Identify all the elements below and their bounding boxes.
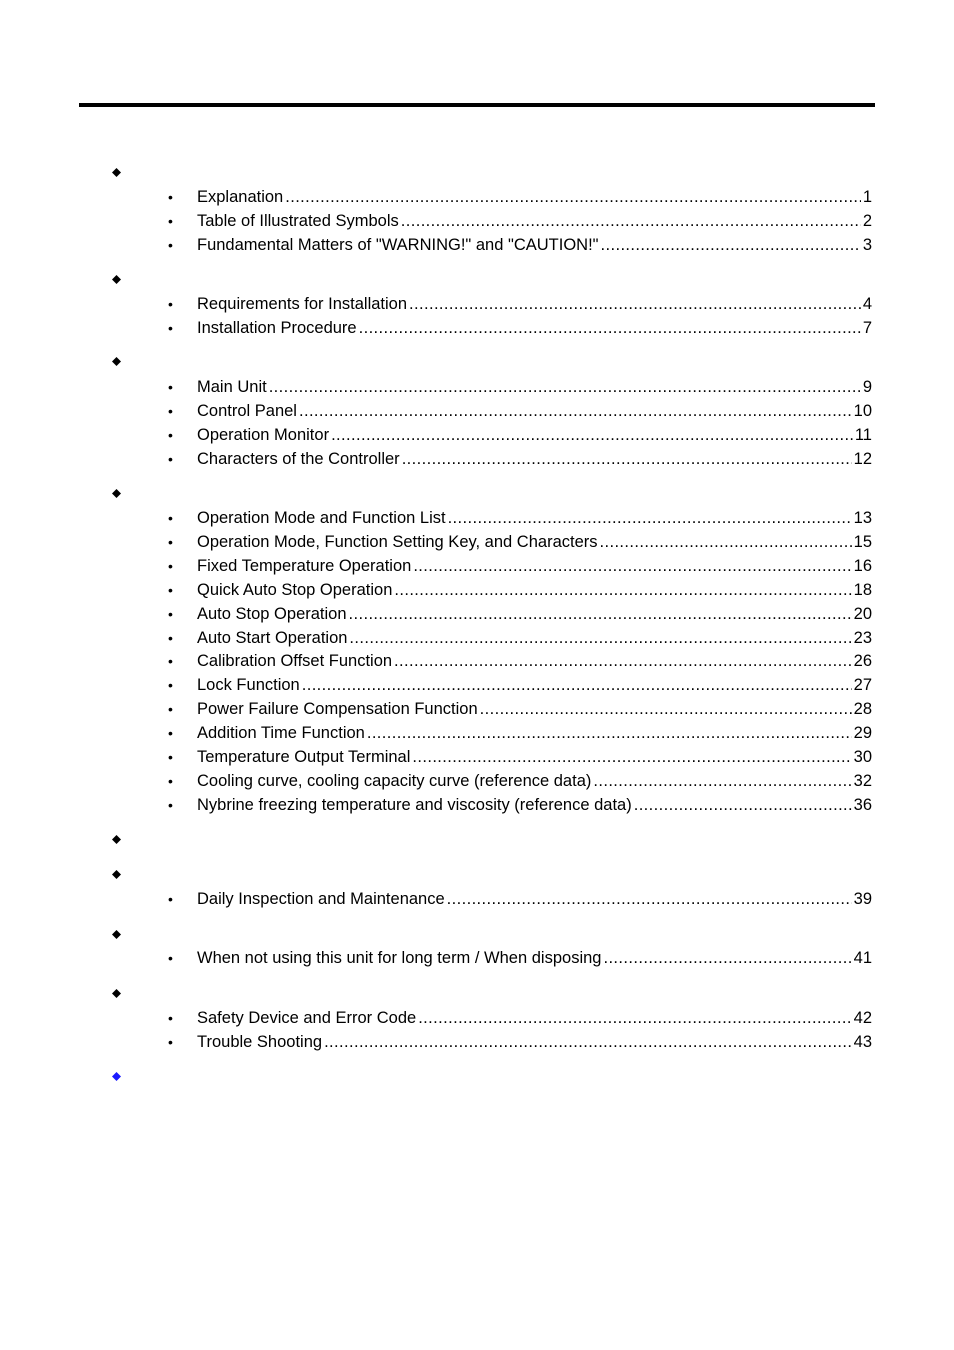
toc-entry[interactable] bbox=[160, 293, 872, 315]
dot-leader bbox=[285, 186, 861, 208]
dot-leader bbox=[331, 424, 853, 446]
toc-entry-title: Requirements for Installation bbox=[197, 295, 408, 313]
toc-entry-page-number: 29 bbox=[853, 724, 872, 743]
toc-entry[interactable] bbox=[160, 722, 872, 744]
dot-leader bbox=[324, 1031, 852, 1053]
toc-entry[interactable] bbox=[160, 424, 872, 446]
section-diamond-icon bbox=[112, 930, 121, 939]
toc-entry-page-number: 18 bbox=[853, 580, 872, 599]
dot-leader bbox=[601, 234, 861, 256]
bullet-icon: • bbox=[168, 212, 173, 229]
dot-leader bbox=[302, 674, 852, 696]
toc-entry-title: Fundamental Matters of "WARNING!" and "CAUTION!" bbox=[197, 235, 599, 254]
toc-entry-page-number: 27 bbox=[853, 676, 872, 695]
bullet-icon: • bbox=[168, 1010, 173, 1026]
section-diamond-icon bbox=[112, 357, 121, 366]
bullet-icon: • bbox=[168, 796, 173, 813]
toc-entry-title: Lock Function bbox=[197, 676, 300, 695]
bullet-icon: • bbox=[168, 450, 173, 467]
toc-entry-title: When not using this unit for long term / When disposing bbox=[197, 949, 602, 967]
dot-leader bbox=[349, 603, 852, 625]
toc-entry-page-number: 39 bbox=[853, 890, 872, 908]
toc-entry-page-number: 42 bbox=[853, 1009, 872, 1027]
toc-entry[interactable] bbox=[160, 947, 872, 969]
dot-leader bbox=[600, 531, 852, 553]
bullet-icon: • bbox=[168, 629, 173, 646]
toc-entry-page-number: 9 bbox=[862, 378, 872, 396]
toc-entry[interactable] bbox=[160, 1007, 872, 1029]
toc-entry-page-number: 7 bbox=[862, 318, 872, 337]
toc-entry-title: Control Panel bbox=[197, 401, 297, 420]
toc-entry[interactable] bbox=[160, 400, 872, 422]
bullet-icon: • bbox=[168, 236, 173, 253]
dot-leader bbox=[394, 650, 852, 672]
dot-leader bbox=[402, 448, 852, 470]
toc-entry[interactable] bbox=[160, 650, 872, 672]
toc-entry-page-number: 28 bbox=[853, 700, 872, 719]
dot-leader bbox=[603, 947, 851, 969]
toc-entry[interactable] bbox=[160, 317, 872, 339]
toc-entry-title: Safety Device and Error Code bbox=[197, 1009, 417, 1027]
toc-entry-title: Characters of the Controller bbox=[197, 449, 400, 468]
toc-entry-page-number: 12 bbox=[853, 449, 872, 468]
toc-entry-title: Operation Mode and Function List bbox=[197, 509, 446, 527]
toc-entry-page-number: 13 bbox=[853, 509, 872, 527]
bullet-icon: • bbox=[168, 379, 173, 395]
section-diamond-icon bbox=[112, 835, 121, 844]
section-diamond-icon bbox=[112, 870, 121, 879]
bullet-icon: • bbox=[168, 319, 173, 336]
toc-entry-page-number: 2 bbox=[862, 211, 872, 230]
toc-entry-title: Calibration Offset Function bbox=[197, 652, 393, 671]
dot-leader bbox=[359, 317, 861, 339]
toc-entry-title: Explanation bbox=[197, 188, 284, 206]
section-diamond-icon bbox=[112, 1072, 121, 1081]
dot-leader bbox=[349, 627, 851, 649]
toc-entry-page-number: 30 bbox=[853, 748, 872, 766]
toc-entry-page-number: 11 bbox=[854, 425, 872, 444]
toc-entry-page-number: 26 bbox=[853, 652, 872, 671]
dot-leader bbox=[394, 579, 851, 601]
toc-entry-page-number: 1 bbox=[862, 188, 872, 206]
toc-entry-page-number: 10 bbox=[853, 401, 872, 420]
toc-entry-page-number: 3 bbox=[862, 235, 872, 254]
dot-leader bbox=[448, 507, 852, 529]
toc-entry[interactable] bbox=[160, 376, 872, 398]
bullet-icon: • bbox=[168, 725, 173, 742]
toc-entry-page-number: 43 bbox=[853, 1032, 872, 1051]
toc-entry-page-number: 4 bbox=[862, 295, 872, 313]
toc-entry-title: Main Unit bbox=[197, 378, 267, 396]
section-diamond-icon bbox=[112, 168, 121, 177]
dot-leader bbox=[413, 555, 851, 577]
toc-entry-page-number: 23 bbox=[853, 628, 872, 647]
bullet-icon: • bbox=[168, 950, 173, 966]
dot-leader bbox=[480, 698, 852, 720]
bullet-icon: • bbox=[168, 426, 173, 443]
toc-entry-page-number: 16 bbox=[853, 556, 872, 575]
toc-entry-title: Nybrine freezing temperature and viscosity (reference data) bbox=[197, 795, 632, 814]
toc-entry[interactable] bbox=[160, 555, 872, 577]
section-diamond-icon bbox=[112, 275, 121, 284]
toc-entry[interactable] bbox=[160, 234, 872, 256]
toc-entry[interactable] bbox=[160, 603, 872, 625]
toc-entry-page-number: 36 bbox=[853, 795, 872, 814]
bullet-icon: • bbox=[168, 296, 173, 312]
toc-entry[interactable] bbox=[160, 888, 872, 910]
toc-entry-title: Power Failure Compensation Function bbox=[197, 700, 478, 719]
toc-entry[interactable] bbox=[160, 770, 872, 792]
bullet-icon: • bbox=[168, 1033, 173, 1050]
dot-leader bbox=[269, 376, 861, 398]
bullet-icon: • bbox=[168, 189, 173, 205]
toc-entry[interactable] bbox=[160, 698, 872, 720]
dot-leader bbox=[447, 888, 852, 910]
bullet-icon: • bbox=[168, 605, 173, 622]
section-diamond-icon bbox=[112, 489, 121, 498]
section-diamond-icon bbox=[112, 989, 121, 998]
toc-entry[interactable] bbox=[160, 507, 872, 529]
toc-entry-page-number: 15 bbox=[853, 532, 872, 551]
toc-entry[interactable] bbox=[160, 448, 872, 470]
bullet-icon: • bbox=[168, 701, 173, 718]
bullet-icon: • bbox=[168, 533, 173, 550]
dot-leader bbox=[409, 293, 861, 315]
bullet-icon: • bbox=[168, 677, 173, 694]
toc-entry[interactable] bbox=[160, 794, 872, 816]
toc-entry[interactable] bbox=[160, 579, 872, 601]
toc-entry-title: Daily Inspection and Maintenance bbox=[197, 890, 445, 908]
toc-entry[interactable] bbox=[160, 531, 872, 553]
bullet-icon: • bbox=[168, 653, 173, 670]
bullet-icon: • bbox=[168, 581, 173, 598]
dot-leader bbox=[418, 1007, 851, 1029]
toc-entry[interactable] bbox=[160, 186, 872, 208]
toc-entry-title: Addition Time Function bbox=[197, 724, 365, 743]
dot-leader bbox=[634, 794, 852, 816]
toc-entry-title: Auto Start Operation bbox=[197, 628, 348, 647]
toc-entry-title: Quick Auto Stop Operation bbox=[197, 580, 393, 599]
bullet-icon: • bbox=[168, 891, 173, 907]
toc-entry-title: Temperature Output Terminal bbox=[197, 748, 411, 766]
toc-entry-title: Auto Stop Operation bbox=[197, 604, 347, 623]
bullet-icon: • bbox=[168, 749, 173, 765]
bullet-icon: • bbox=[168, 402, 173, 419]
toc-entry-title: Installation Procedure bbox=[197, 318, 357, 337]
toc-entry-title: Cooling curve, cooling capacity curve (reference data) bbox=[197, 771, 592, 790]
dot-leader bbox=[367, 722, 852, 744]
toc-entry[interactable] bbox=[160, 746, 872, 768]
bullet-icon: • bbox=[168, 557, 173, 574]
toc-entry-page-number: 20 bbox=[853, 604, 872, 623]
toc-entry[interactable] bbox=[160, 674, 872, 696]
toc-entry-page-number: 32 bbox=[853, 771, 872, 790]
toc-entry[interactable] bbox=[160, 627, 872, 649]
toc-entry-title: Trouble Shooting bbox=[197, 1032, 323, 1051]
toc-entry-title: Operation Monitor bbox=[197, 425, 330, 444]
toc-entry-title: Fixed Temperature Operation bbox=[197, 556, 412, 575]
dot-leader bbox=[593, 770, 851, 792]
dot-leader bbox=[412, 746, 851, 768]
toc-entry[interactable] bbox=[160, 210, 872, 232]
bullet-icon: • bbox=[168, 510, 173, 526]
toc-entry-title: Table of Illustrated Symbols bbox=[197, 211, 399, 230]
dot-leader bbox=[299, 400, 852, 422]
toc-entry[interactable] bbox=[160, 1031, 872, 1053]
dot-leader bbox=[401, 210, 861, 232]
toc-entry-title: Operation Mode, Function Setting Key, and Characters bbox=[197, 532, 598, 551]
toc-entry-page-number: 41 bbox=[853, 949, 872, 967]
bullet-icon: • bbox=[168, 772, 173, 789]
